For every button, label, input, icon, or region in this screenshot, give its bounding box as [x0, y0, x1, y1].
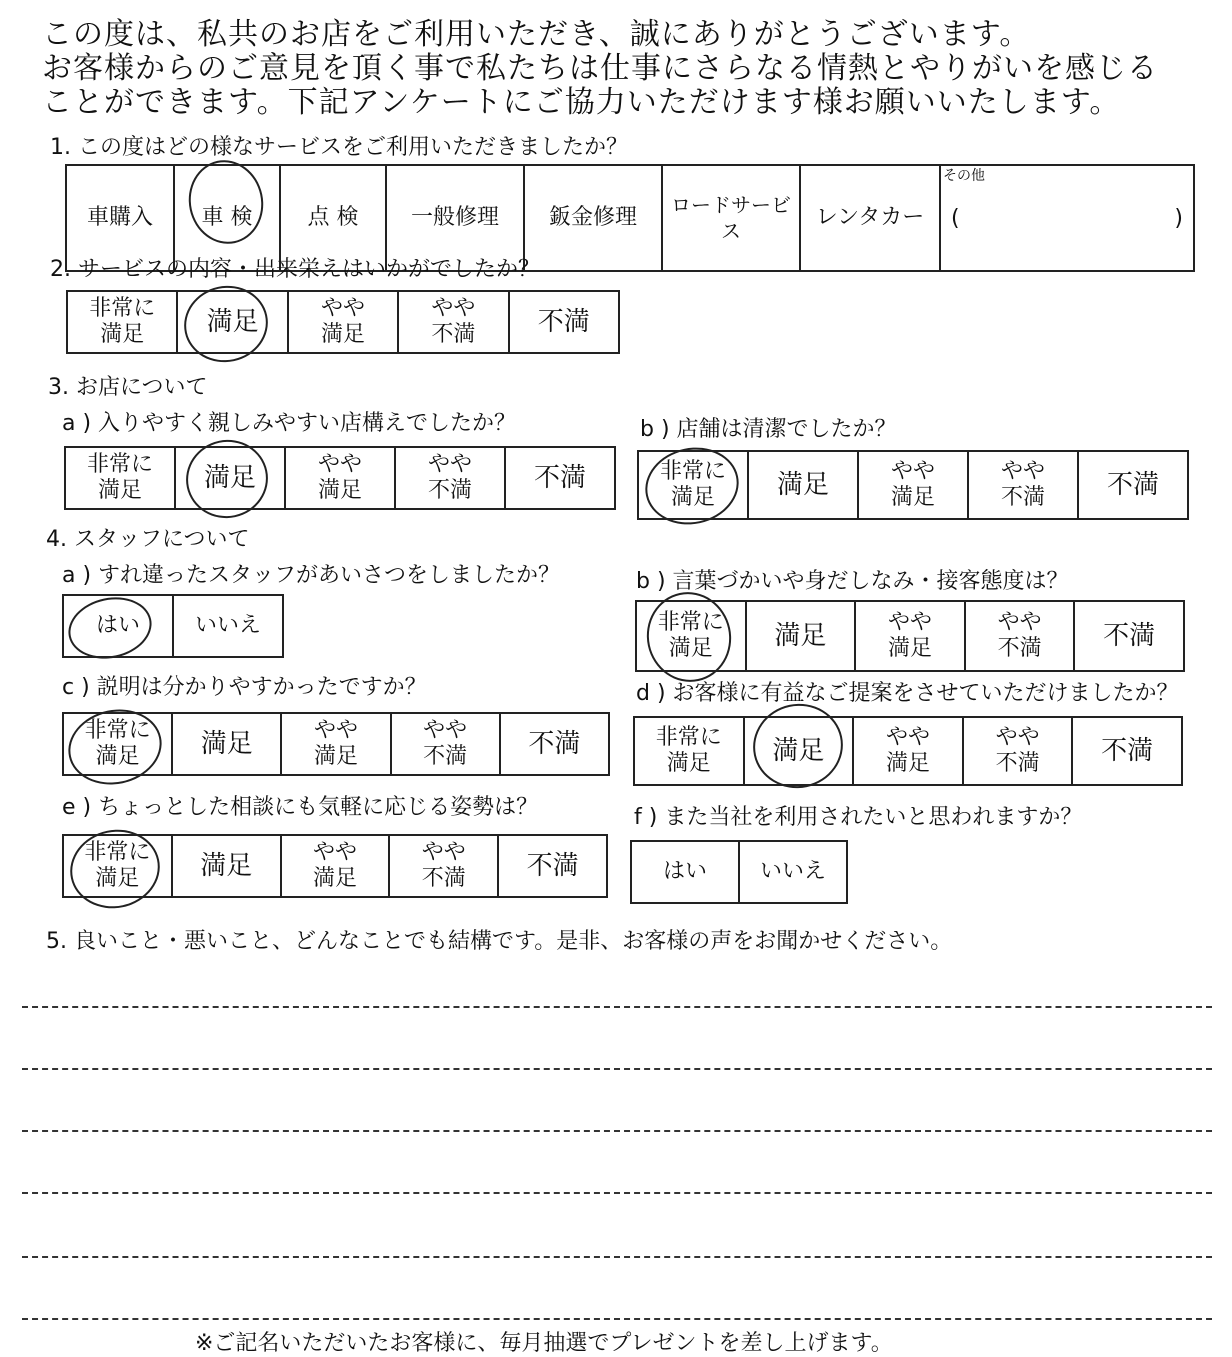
option-somewhat-satisfied[interactable]: やや 満足 — [285, 447, 395, 509]
option-somewhat-satisfied[interactable]: やや 満足 — [281, 835, 390, 897]
option-very-satisfied[interactable]: 非常に 満足 — [67, 291, 177, 353]
option-somewhat-satisfied[interactable]: やや 満足 — [853, 717, 963, 785]
option-no[interactable]: いいえ — [739, 841, 847, 903]
comment-line[interactable] — [22, 1068, 1212, 1070]
option-car-purchase[interactable]: 車購入 — [66, 165, 174, 271]
question-2-title: 2. サービスの内容・出来栄えはいかがでしたか？ — [50, 257, 540, 282]
question-3a-options — [64, 446, 616, 510]
option-somewhat-dissatisfied[interactable]: やや 不満 — [963, 717, 1073, 785]
question-4c-options — [62, 712, 610, 776]
option-very-satisfied-selected[interactable]: 非常に 満足 — [636, 601, 746, 671]
option-somewhat-dissatisfied[interactable]: やや 不満 — [398, 291, 508, 353]
option-somewhat-satisfied[interactable]: やや 満足 — [288, 291, 398, 353]
question-4f-options — [630, 840, 848, 904]
intro-text — [42, 18, 1227, 120]
question-1-title: 1. この度はどの様なサービスをご利用いただきましたか？ — [50, 135, 628, 160]
comment-line[interactable] — [22, 1006, 1212, 1008]
option-body-repair[interactable]: 鈑金修理 — [524, 165, 662, 271]
question-4d-title: d ) お客様に有益なご提案をさせていただけましたか？ — [636, 681, 1179, 706]
question-5-title: 5. 良いこと・悪いこと、どんなことでも結構です。是非、お客様の声をお聞かせください。 — [46, 929, 953, 954]
option-very-satisfied-selected[interactable]: 非常に 満足 — [63, 835, 172, 897]
option-somewhat-dissatisfied[interactable]: やや 不満 — [389, 835, 498, 897]
option-somewhat-dissatisfied[interactable]: やや 不満 — [395, 447, 505, 509]
question-4d-options — [633, 716, 1183, 786]
option-dissatisfied[interactable]: 不満 — [498, 835, 607, 897]
option-very-satisfied[interactable]: 非常に 満足 — [65, 447, 175, 509]
other-paren-close: ) — [1174, 206, 1183, 231]
comment-line[interactable] — [22, 1130, 1212, 1132]
question-4-title: 4. スタッフについて — [46, 527, 250, 552]
footer-note: ※ご記名いただいたお客様に、毎月抽選でプレゼントを差し上げます。 — [195, 1331, 893, 1356]
question-3-title: 3. お店について — [48, 375, 208, 400]
question-2-options — [66, 290, 620, 354]
option-yes-selected[interactable]: はい — [63, 595, 173, 657]
option-dissatisfied[interactable]: 不満 — [1074, 601, 1184, 671]
question-4e-options — [62, 834, 608, 898]
intro-line-3: ことができます。下記アンケートにご協力いただけます様お願いいたします。 — [42, 85, 1121, 120]
option-satisfied[interactable]: 満足 — [746, 601, 856, 671]
question-4e-title: e ) ちょっとした相談にも気軽に応じる姿勢は？ — [62, 795, 539, 820]
option-satisfied-selected[interactable]: 満足 — [744, 717, 854, 785]
option-somewhat-satisfied[interactable]: やや 満足 — [281, 713, 390, 775]
option-dissatisfied[interactable]: 不満 — [505, 447, 615, 509]
other-paren-open: ( — [951, 206, 960, 231]
question-4b-title: b ) 言葉づかいや身だしなみ・接客態度は？ — [636, 569, 1069, 594]
option-inspection-selected[interactable]: 車 検 — [174, 165, 280, 271]
option-satisfied-selected[interactable]: 満足 — [175, 447, 285, 509]
option-satisfied[interactable]: 満足 — [748, 451, 858, 519]
question-4a-options — [62, 594, 284, 658]
intro-line-1: この度は、私共のお店をご利用いただき、誠にありがとうございます。 — [42, 17, 1031, 52]
comment-line[interactable] — [22, 1256, 1212, 1258]
comment-line[interactable] — [22, 1192, 1212, 1194]
option-road-service[interactable]: ロードサービス — [662, 165, 800, 271]
option-somewhat-dissatisfied[interactable]: やや 不満 — [968, 451, 1078, 519]
question-4a-title: a ) すれ違ったスタッフがあいさつをしましたか？ — [62, 563, 561, 588]
comment-line[interactable] — [22, 1318, 1212, 1320]
option-no[interactable]: いいえ — [173, 595, 283, 657]
option-check[interactable]: 点 検 — [280, 165, 386, 271]
option-dissatisfied[interactable]: 不満 — [500, 713, 609, 775]
question-3b-options — [637, 450, 1189, 520]
option-yes[interactable]: はい — [631, 841, 739, 903]
option-dissatisfied[interactable]: 不満 — [509, 291, 619, 353]
option-somewhat-dissatisfied[interactable]: やや 不満 — [391, 713, 500, 775]
option-somewhat-satisfied[interactable]: やや 満足 — [858, 451, 968, 519]
question-4b-options — [635, 600, 1185, 672]
option-very-satisfied-selected[interactable]: 非常に 満足 — [638, 451, 748, 519]
question-3b-title: b ) 店舗は清潔でしたか？ — [640, 417, 897, 442]
option-satisfied[interactable]: 満足 — [172, 713, 281, 775]
option-very-satisfied[interactable]: 非常に 満足 — [634, 717, 744, 785]
option-other[interactable] — [940, 165, 1194, 271]
option-somewhat-dissatisfied[interactable]: やや 不満 — [965, 601, 1075, 671]
option-somewhat-satisfied[interactable]: やや 満足 — [855, 601, 965, 671]
other-label: その他 — [943, 168, 985, 184]
option-satisfied[interactable]: 満足 — [172, 835, 281, 897]
question-4c-title: c ) 説明は分かりやすかったですか？ — [62, 675, 427, 700]
question-3a-title: a ) 入りやすく親しみやすい店構えでしたか？ — [62, 411, 517, 436]
intro-line-2: お客様からのご意見を頂く事で私たちは仕事にさらなる情熱とやりがいを感じる — [42, 51, 1158, 86]
option-rental-car[interactable]: レンタカー — [800, 165, 940, 271]
hand-drawn-circle — [181, 153, 271, 251]
option-dissatisfied[interactable]: 不満 — [1072, 717, 1182, 785]
option-dissatisfied[interactable]: 不満 — [1078, 451, 1188, 519]
question-4f-title: f ) また当社を利用されたいと思われますか？ — [634, 805, 1083, 830]
option-satisfied-selected[interactable]: 満足 — [177, 291, 287, 353]
option-very-satisfied-selected[interactable]: 非常に 満足 — [63, 713, 172, 775]
option-general-repair[interactable]: 一般修理 — [386, 165, 524, 271]
